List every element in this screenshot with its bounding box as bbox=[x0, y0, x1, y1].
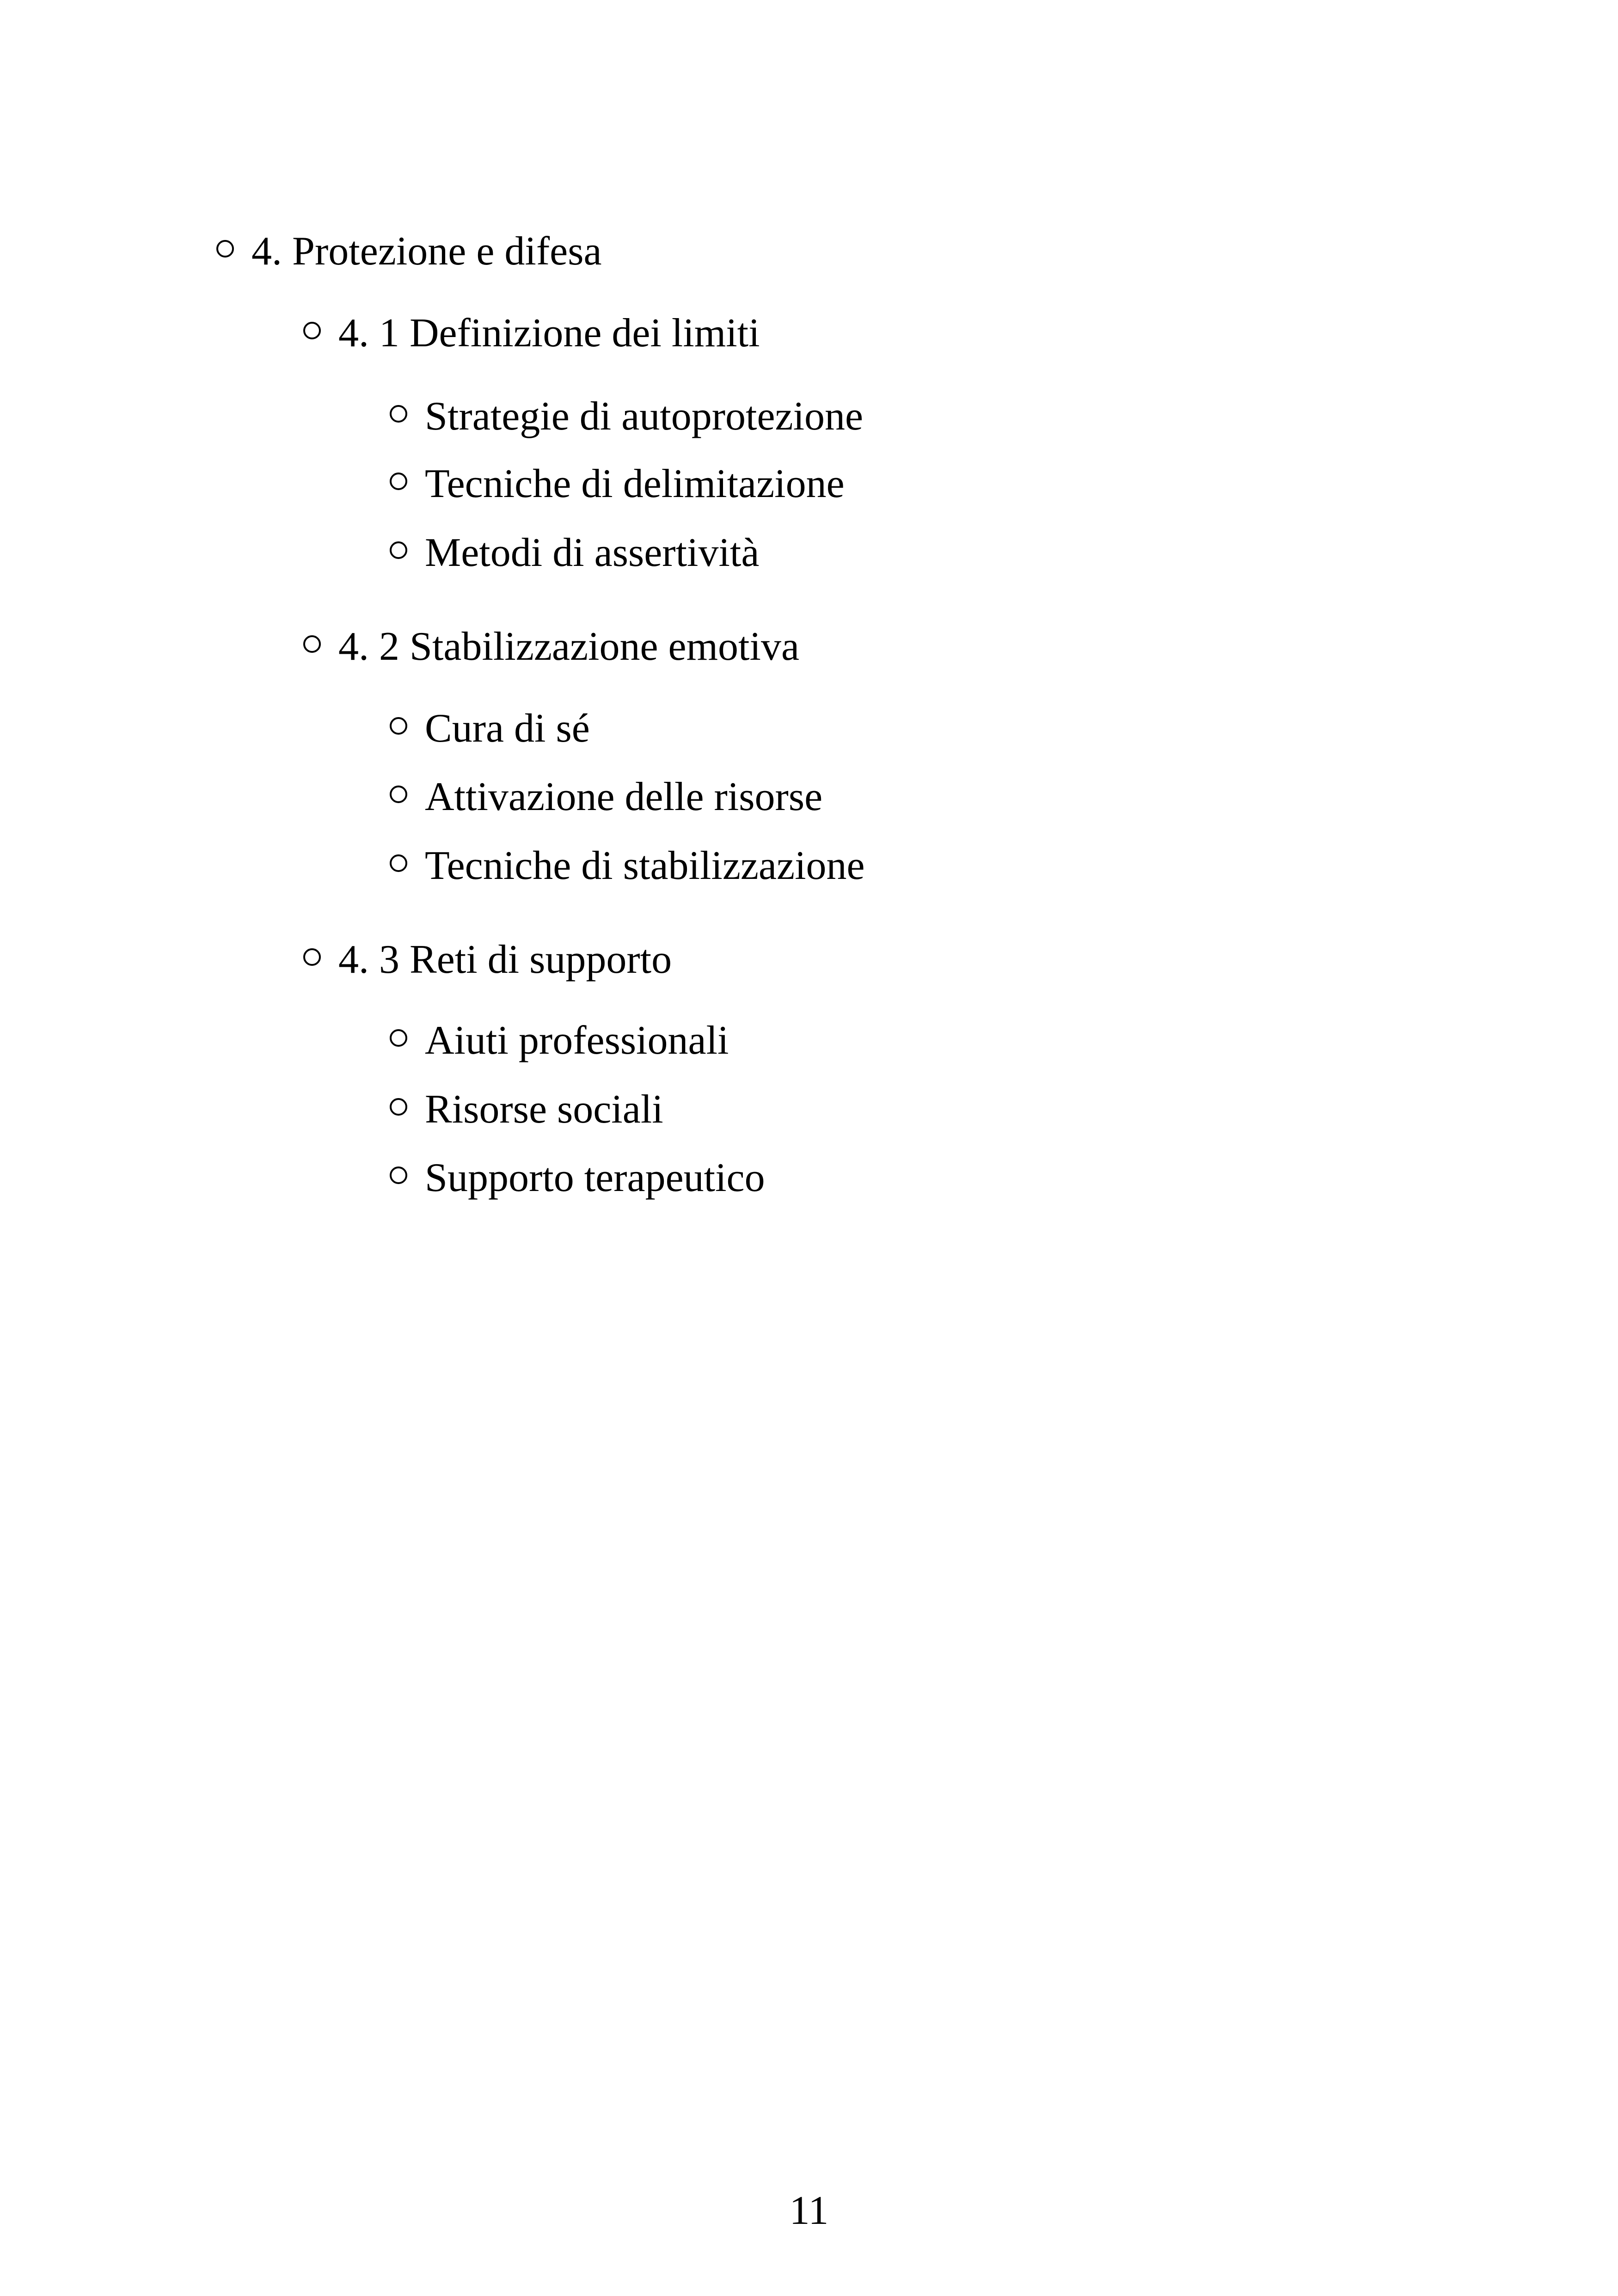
section-heading bbox=[216, 231, 602, 272]
hollow-circle-bullet-icon bbox=[303, 948, 321, 966]
hollow-circle-bullet-icon bbox=[390, 473, 407, 490]
hollow-circle-bullet-icon bbox=[390, 405, 407, 423]
list-item-label: Aiuti professionali bbox=[425, 1018, 729, 1063]
list-item bbox=[390, 708, 590, 749]
hollow-circle-bullet-icon bbox=[390, 1098, 407, 1116]
list-item-label: Metodi di assertività bbox=[425, 530, 760, 575]
hollow-circle-bullet-icon bbox=[303, 635, 321, 653]
list-item-label: Strategie di autoprotezione bbox=[425, 394, 864, 439]
hollow-circle-bullet-icon bbox=[390, 786, 407, 803]
list-item-label: Cura di sé bbox=[425, 706, 590, 751]
subsection-heading-label: 4. 3 Reti di supporto bbox=[338, 937, 672, 982]
subsection-heading-label: 4. 1 Definizione dei limiti bbox=[338, 311, 760, 356]
list-item bbox=[390, 461, 845, 506]
list-item-label: Attivazione delle risorse bbox=[425, 774, 823, 819]
list-item bbox=[390, 843, 865, 888]
list-item-label: Tecniche di stabilizzazione bbox=[425, 843, 865, 888]
section-heading-label: 4. Protezione e difesa bbox=[251, 229, 602, 274]
subsection-heading bbox=[303, 939, 672, 980]
hollow-circle-bullet-icon bbox=[390, 1166, 407, 1184]
hollow-circle-bullet-icon bbox=[390, 541, 407, 559]
list-item bbox=[390, 1020, 729, 1061]
list-item bbox=[390, 530, 760, 575]
hollow-circle-bullet-icon bbox=[303, 322, 321, 339]
subsection-heading-label: 4. 2 Stabilizzazione emotiva bbox=[338, 624, 800, 669]
list-item bbox=[390, 396, 863, 437]
list-item bbox=[390, 774, 823, 819]
list-item-label: Supporto terapeutico bbox=[425, 1155, 765, 1200]
hollow-circle-bullet-icon bbox=[216, 240, 234, 258]
list-item-label: Risorse sociali bbox=[425, 1087, 663, 1132]
hollow-circle-bullet-icon bbox=[390, 1029, 407, 1047]
page-number: 11 bbox=[789, 2188, 829, 2233]
list-item bbox=[390, 1155, 765, 1200]
list-item bbox=[390, 1089, 663, 1130]
subsection-heading bbox=[303, 626, 799, 667]
hollow-circle-bullet-icon bbox=[390, 854, 407, 872]
subsection-heading bbox=[303, 313, 760, 354]
list-item-label: Tecniche di delimitazione bbox=[425, 461, 845, 506]
hollow-circle-bullet-icon bbox=[390, 717, 407, 735]
